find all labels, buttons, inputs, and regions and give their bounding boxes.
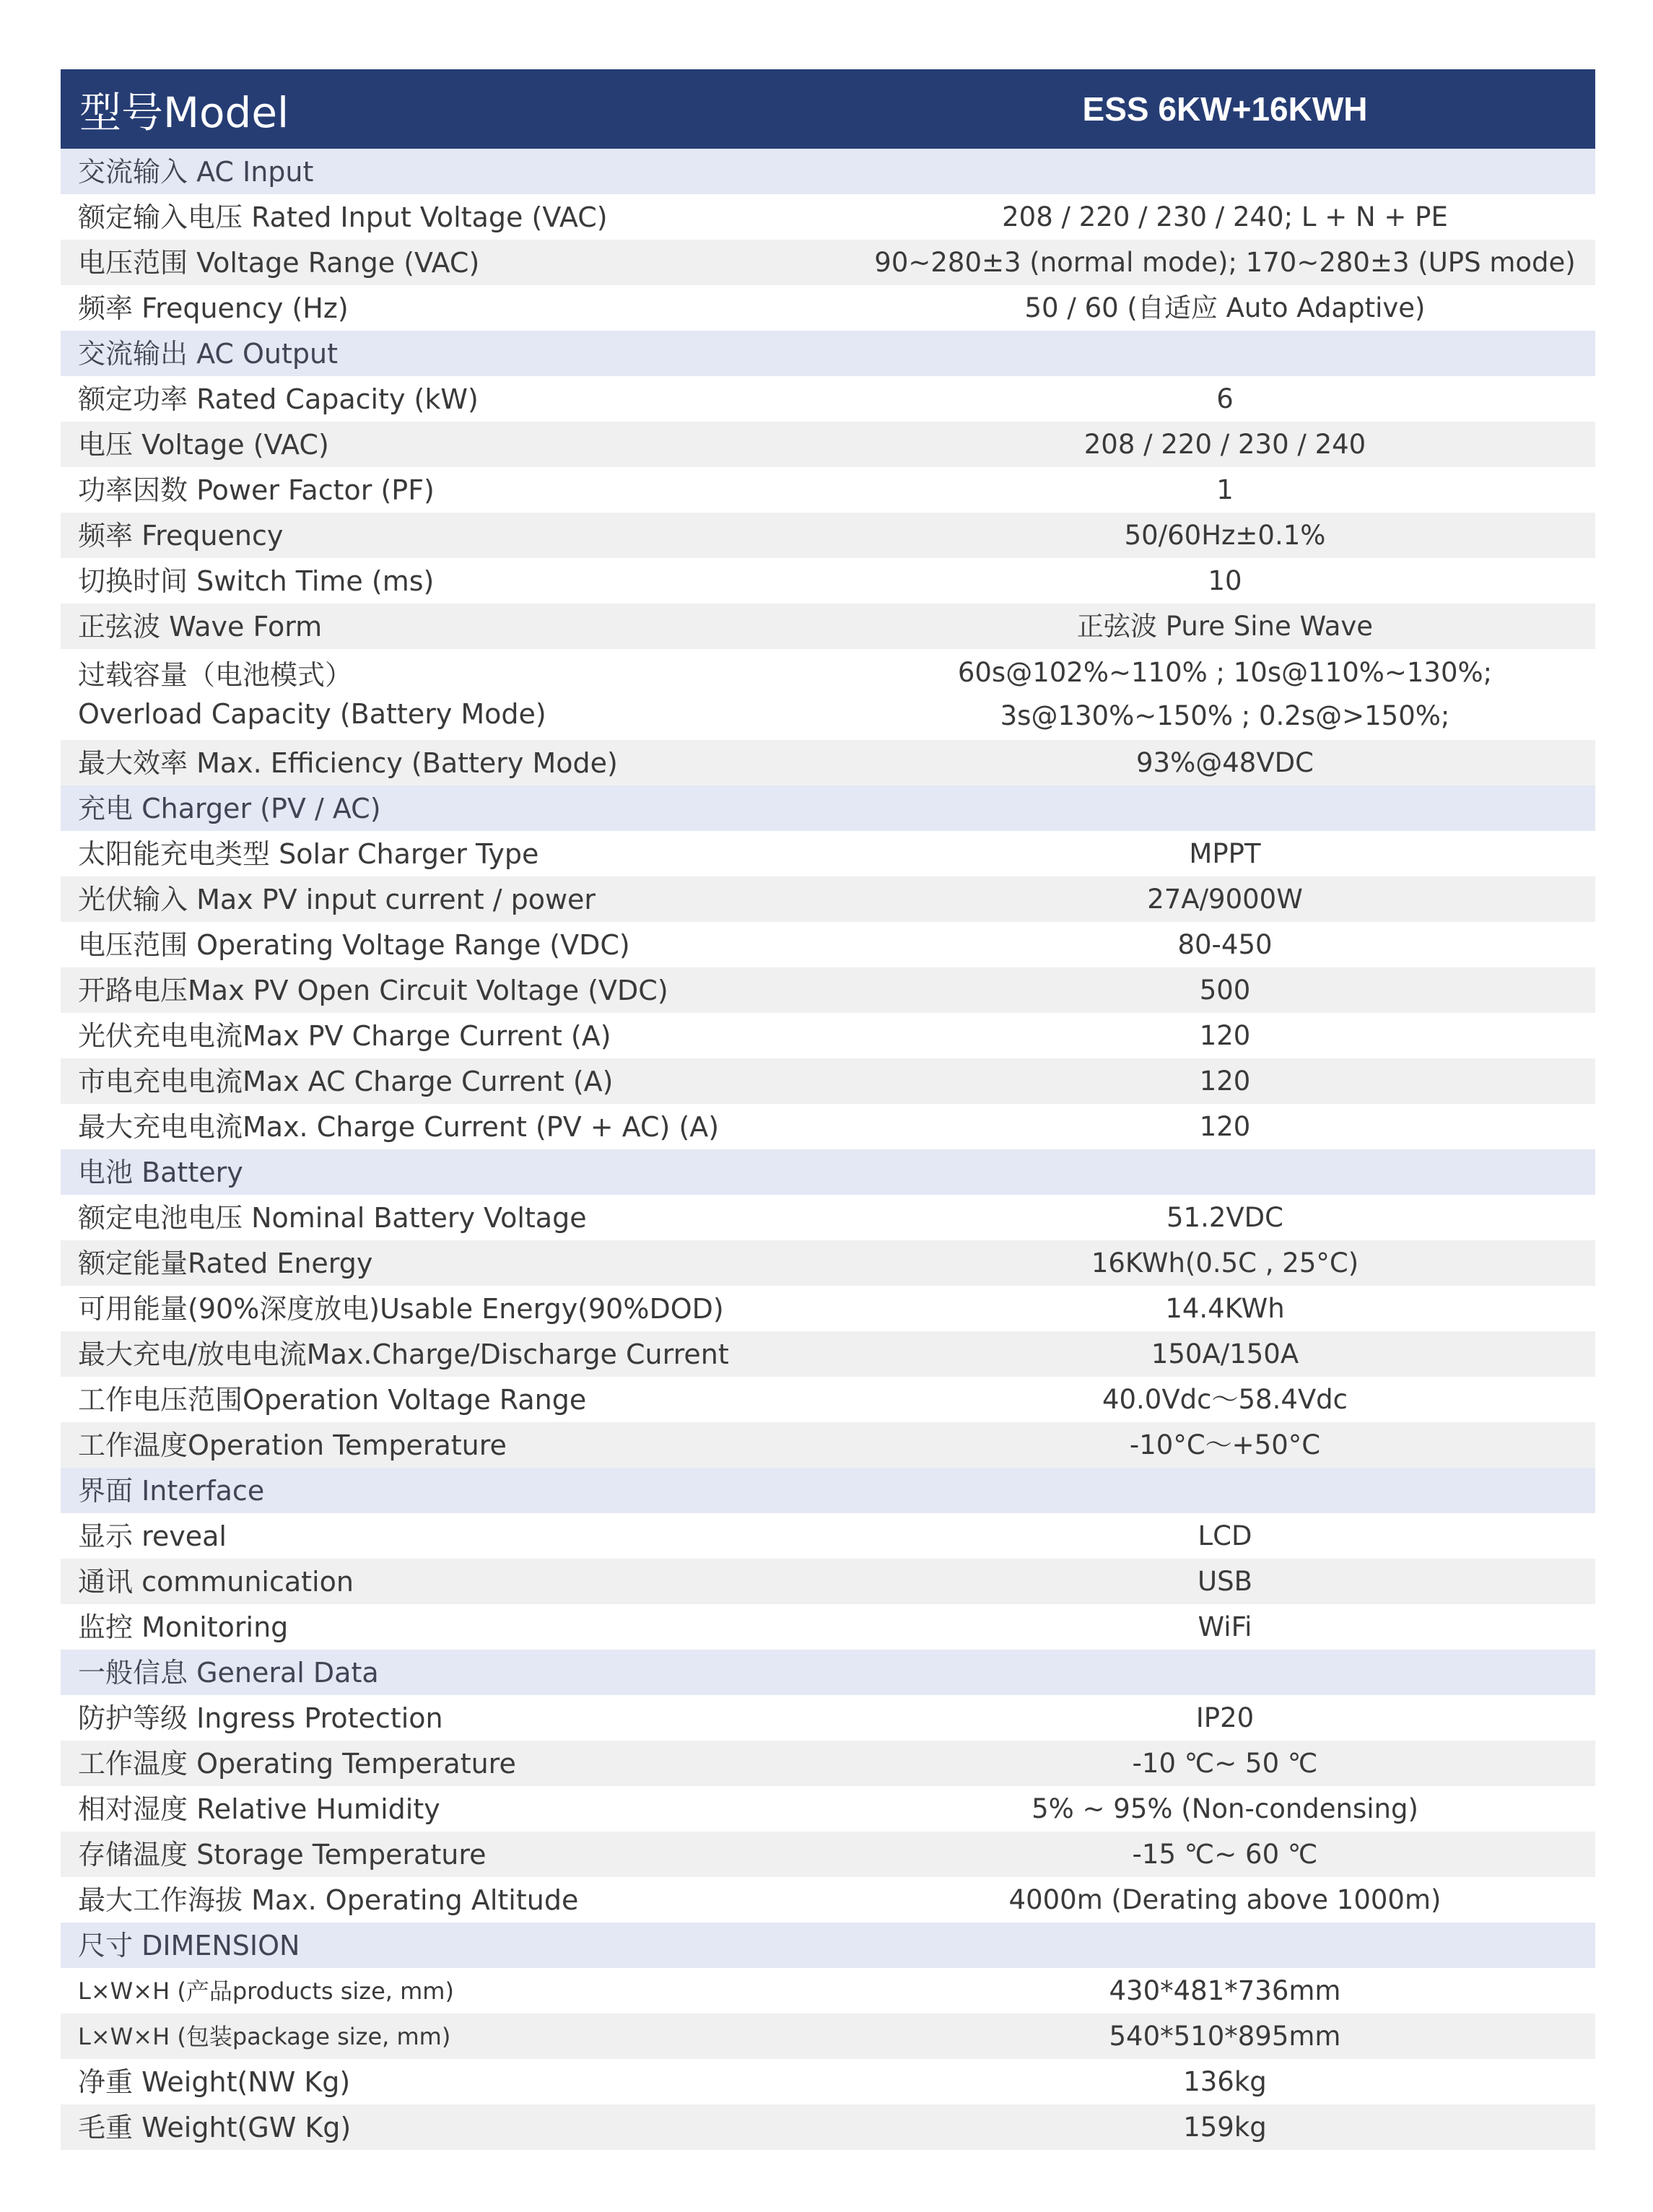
section-title: 电池 Battery <box>78 1156 243 1188</box>
spec-label <box>61 656 855 733</box>
spec-value <box>855 1560 1595 1603</box>
spec-label-line: 正弦波 Wave Form <box>78 610 323 643</box>
spec-value-line: -10°C～+50°C <box>1129 1429 1321 1460</box>
spec-label-line: 额定输入电压 Rated Input Voltage (VAC) <box>78 201 608 233</box>
spec-label-line: 最大充电电流Max. Charge Current (PV + AC) (A) <box>78 1110 720 1143</box>
spec-value-line: 208 / 220 / 230 / 240; L + N + PE <box>1002 201 1448 232</box>
table-header <box>61 69 1595 149</box>
spec-label <box>61 243 855 282</box>
spec-label <box>61 198 855 237</box>
spec-value <box>855 741 1595 785</box>
spec-row <box>61 422 1595 467</box>
spec-label-line: 可用能量(90%深度放电)Usable Energy(90%DOD) <box>78 1292 724 1325</box>
spec-row <box>61 1286 1595 1331</box>
spec-label <box>61 744 855 783</box>
spec-label-line: 光伏充电电流Max PV Charge Current (A) <box>78 1019 611 1052</box>
spec-row <box>61 1741 1595 1786</box>
spec-label <box>61 1107 855 1146</box>
spec-row <box>61 1195 1595 1240</box>
spec-value <box>855 378 1595 421</box>
spec-value-line: 120 <box>1199 1110 1251 1142</box>
spec-label <box>61 1972 855 2011</box>
spec-row <box>61 1559 1595 1604</box>
spec-value-line: 5% ~ 95% (Non-condensing) <box>1032 1793 1418 1824</box>
spec-value <box>855 287 1595 330</box>
spec-label <box>61 1426 855 1465</box>
spec-label-line: 相对湿度 Relative Humidity <box>78 1793 440 1825</box>
spec-label-line: 额定能量Rated Energy <box>78 1247 373 1279</box>
spec-label-line: 电压范围 Voltage Range (VAC) <box>78 246 480 279</box>
spec-value <box>855 1833 1595 1876</box>
spec-label-line: 毛重 Weight(GW Kg) <box>78 2111 352 2143</box>
spec-label-line: 净重 Weight(NW Kg) <box>78 2065 351 2098</box>
spec-label <box>61 562 855 601</box>
spec-row <box>61 240 1595 285</box>
spec-value <box>855 1014 1595 1058</box>
spec-label <box>61 2063 855 2102</box>
spec-row <box>61 285 1595 331</box>
spec-value <box>855 1788 1595 1831</box>
spec-label <box>61 425 855 464</box>
spec-value-line: -10 ℃~ 50 ℃ <box>1132 1747 1318 1779</box>
spec-value <box>855 1515 1595 1558</box>
spec-value <box>855 1242 1595 1285</box>
spec-row <box>61 2013 1595 2059</box>
spec-label <box>61 1198 855 1237</box>
spec-value-line: 540*510*895mm <box>1109 2020 1341 2052</box>
spec-value <box>855 241 1595 284</box>
spec-label <box>61 2108 855 2147</box>
spec-value-line: 6 <box>1216 383 1234 414</box>
spec-label-line: 最大效率 Max. Efficiency (Battery Mode) <box>78 746 618 779</box>
spec-label-line: 防护等级 Ingress Protection <box>78 1702 443 1734</box>
table-body <box>61 149 1595 2150</box>
spec-label-line: 太阳能充电类型 Solar Charger Type <box>78 837 539 870</box>
spec-label <box>61 1244 855 1283</box>
spec-value <box>855 1378 1595 1421</box>
spec-value-line: IP20 <box>1195 1702 1255 1733</box>
spec-label <box>61 1790 855 1829</box>
spec-label-line: 切换时间 Switch Time (ms) <box>78 565 435 597</box>
spec-value <box>855 1333 1595 1376</box>
spec-value-line: 90~280±3 (normal mode); 170~280±3 (UPS mode) <box>874 246 1576 278</box>
spec-value-line: 1 <box>1216 474 1234 505</box>
section-header <box>61 1650 1595 1695</box>
spec-value-line: 16KWh(0.5C , 25°C) <box>1091 1247 1359 1279</box>
spec-row <box>61 2104 1595 2150</box>
spec-label <box>61 1562 855 1601</box>
spec-row <box>61 1604 1595 1650</box>
spec-value <box>855 1697 1595 1740</box>
spec-value-line: 27A/9000W <box>1147 883 1303 915</box>
spec-row <box>61 376 1595 422</box>
spec-label-line: 频率 Frequency (Hz) <box>78 292 349 324</box>
section-title: 一般信息 General Data <box>78 1656 379 1689</box>
spec-row <box>61 604 1595 649</box>
spec-row <box>61 467 1595 513</box>
spec-value-line: 40.0Vdc～58.4Vdc <box>1102 1383 1348 1415</box>
spec-label <box>61 1517 855 1556</box>
spec-row <box>61 1877 1595 1923</box>
section-title: 交流输入 AC Input <box>78 155 314 188</box>
spec-value-line: 120 <box>1199 1019 1251 1051</box>
spec-value-line: WiFi <box>1198 1611 1252 1642</box>
spec-label <box>61 289 855 328</box>
spec-value-line: 136kg <box>1183 2065 1267 2097</box>
spec-label-line: 频率 Frequency <box>78 519 284 552</box>
spec-label-line: 过载容量（电池模式） <box>78 659 353 691</box>
spec-label <box>61 835 855 874</box>
spec-label-line: L×W×H (包装package size, mm) <box>78 2022 451 2050</box>
spec-label-line: 额定功率 Rated Capacity (kW) <box>78 383 479 415</box>
section-header <box>61 331 1595 376</box>
spec-label-line: 工作温度 Operating Temperature <box>78 1747 516 1780</box>
spec-value-line: USB <box>1198 1565 1252 1597</box>
spec-value-line: 150A/150A <box>1151 1338 1299 1370</box>
spec-label <box>61 1335 855 1374</box>
spec-value-line: 208 / 220 / 230 / 240 <box>1083 428 1366 460</box>
spec-row <box>61 2059 1595 2104</box>
spec-label <box>61 380 855 419</box>
spec-row <box>61 649 1595 740</box>
spec-value-line: 120 <box>1199 1065 1251 1097</box>
spec-value <box>855 1742 1595 1785</box>
section-header <box>61 1923 1595 1968</box>
spec-row <box>61 1513 1595 1559</box>
spec-value-line: 50/60Hz±0.1% <box>1124 519 1326 551</box>
spec-label-line: 电压 Voltage (VAC) <box>78 428 329 461</box>
spec-value <box>855 514 1595 557</box>
spec-value <box>855 1060 1595 1103</box>
spec-row <box>61 1832 1595 1877</box>
spec-value <box>855 969 1595 1012</box>
spec-label <box>61 1699 855 1738</box>
spec-label <box>61 1744 855 1783</box>
spec-label <box>61 1380 855 1419</box>
spec-row <box>61 1968 1595 2013</box>
spec-label-line: 额定电池电压 Nominal Battery Voltage <box>78 1201 587 1234</box>
spec-label <box>61 2017 855 2056</box>
spec-value-line: 50 / 60 (自适应 Auto Adaptive) <box>1024 292 1426 323</box>
spec-value-line: -15 ℃~ 60 ℃ <box>1132 1838 1318 1870</box>
spec-row <box>61 1104 1595 1149</box>
spec-label-line: 通讯 communication <box>78 1565 354 1598</box>
spec-value-line: 500 <box>1199 974 1251 1006</box>
spec-value <box>855 559 1595 603</box>
spec-value <box>855 1969 1595 2013</box>
spec-label <box>61 971 855 1010</box>
spec-row <box>61 967 1595 1013</box>
spec-label <box>61 1835 855 1874</box>
spec-label <box>61 516 855 555</box>
header-model-value: ESS 6KW+16KWH <box>1082 90 1368 128</box>
spec-row <box>61 194 1595 240</box>
spec-label <box>61 926 855 965</box>
spec-value-line: LCD <box>1198 1520 1252 1551</box>
spec-value <box>855 923 1595 967</box>
spec-row <box>61 876 1595 922</box>
spec-row <box>61 1377 1595 1422</box>
section-header <box>61 149 1595 194</box>
spec-value <box>855 423 1595 466</box>
spec-value <box>855 1105 1595 1149</box>
spec-value-line: 14.4KWh <box>1165 1292 1285 1324</box>
spec-label-line: 工作电压范围Operation Voltage Range <box>78 1383 587 1416</box>
spec-value-line: 4000m (Derating above 1000m) <box>1008 1884 1442 1915</box>
spec-value-line: MPPT <box>1189 837 1261 869</box>
spec-row <box>61 831 1595 876</box>
section-header <box>61 1468 1595 1513</box>
spec-value <box>855 2106 1595 2149</box>
spec-label-line: 工作温度Operation Temperature <box>78 1429 507 1461</box>
spec-row <box>61 1331 1595 1377</box>
spec-value <box>855 605 1595 648</box>
header-label: 型号Model <box>79 88 289 137</box>
spec-label <box>61 607 855 646</box>
spec-value <box>855 1606 1595 1649</box>
spec-label-line: 市电充电电流Max AC Charge Current (A) <box>78 1065 614 1097</box>
spec-row <box>61 1695 1595 1741</box>
spec-label-line: 光伏输入 Max PV input current / power <box>78 883 596 915</box>
section-title: 充电 Charger (PV / AC) <box>78 792 381 824</box>
spec-row <box>61 1240 1595 1286</box>
spec-label-line: 开路电压Max PV Open Circuit Voltage (VDC) <box>78 974 668 1006</box>
spec-label <box>61 1881 855 1920</box>
section-header <box>61 1149 1595 1195</box>
spec-table <box>61 69 1595 2150</box>
spec-value-line: 60s@102%~110% ; 10s@110%~130%; <box>957 657 1493 688</box>
spec-label-line: 最大工作海拔 Max. Operating Altitude <box>78 1884 579 1916</box>
spec-row <box>61 558 1595 604</box>
spec-row <box>61 1422 1595 1468</box>
spec-value <box>855 651 1595 738</box>
spec-label <box>61 1289 855 1328</box>
spec-label <box>61 1608 855 1647</box>
spec-value <box>855 1287 1595 1331</box>
spec-value-line: 10 <box>1208 565 1242 596</box>
spec-value-line: 80-450 <box>1177 928 1273 960</box>
spec-value-line: 正弦波 Pure Sine Wave <box>1076 610 1374 642</box>
spec-value <box>855 878 1595 921</box>
spec-label-line: 最大充电/放电电流Max.Charge/Discharge Current <box>78 1338 729 1370</box>
section-title: 界面 Interface <box>78 1474 265 1507</box>
spec-label-line: 功率因数 Power Factor (PF) <box>78 474 435 506</box>
spec-value <box>855 196 1595 239</box>
spec-label-line: 存储温度 Storage Temperature <box>78 1838 487 1871</box>
spec-label-line: Overload Capacity (Battery Mode) <box>78 698 546 730</box>
spec-value <box>855 469 1595 512</box>
spec-value-line: 159kg <box>1183 2111 1267 2143</box>
spec-label-line: 显示 reveal <box>78 1520 227 1552</box>
spec-value <box>855 2015 1595 2058</box>
section-title: 交流输出 AC Output <box>78 337 339 370</box>
spec-value <box>855 1424 1595 1467</box>
spec-row <box>61 922 1595 967</box>
spec-value-line: 51.2VDC <box>1166 1201 1284 1233</box>
spec-value-line: 3s@130%~150% ; 0.2s@>150%; <box>1000 700 1450 731</box>
spec-label-line: 监控 Monitoring <box>78 1611 289 1643</box>
spec-row <box>61 513 1595 558</box>
spec-label <box>61 471 855 510</box>
spec-row <box>61 1013 1595 1058</box>
spec-label-line: 电压范围 Operating Voltage Range (VDC) <box>78 928 630 961</box>
spec-value <box>855 1878 1595 1922</box>
spec-value <box>855 1196 1595 1240</box>
spec-row <box>61 1786 1595 1832</box>
spec-value <box>855 2060 1595 2104</box>
spec-label <box>61 1062 855 1101</box>
spec-label <box>61 880 855 919</box>
spec-label-line: L×W×H (产品products size, mm) <box>78 1977 454 2005</box>
spec-value-line: 430*481*736mm <box>1109 1974 1341 2006</box>
spec-value-line: 93%@48VDC <box>1136 746 1314 778</box>
spec-row <box>61 740 1595 785</box>
spec-value <box>855 832 1595 876</box>
section-title: 尺寸 DIMENSION <box>78 1929 300 1961</box>
spec-label <box>61 1016 855 1055</box>
spec-row <box>61 1058 1595 1104</box>
section-header <box>61 785 1595 831</box>
